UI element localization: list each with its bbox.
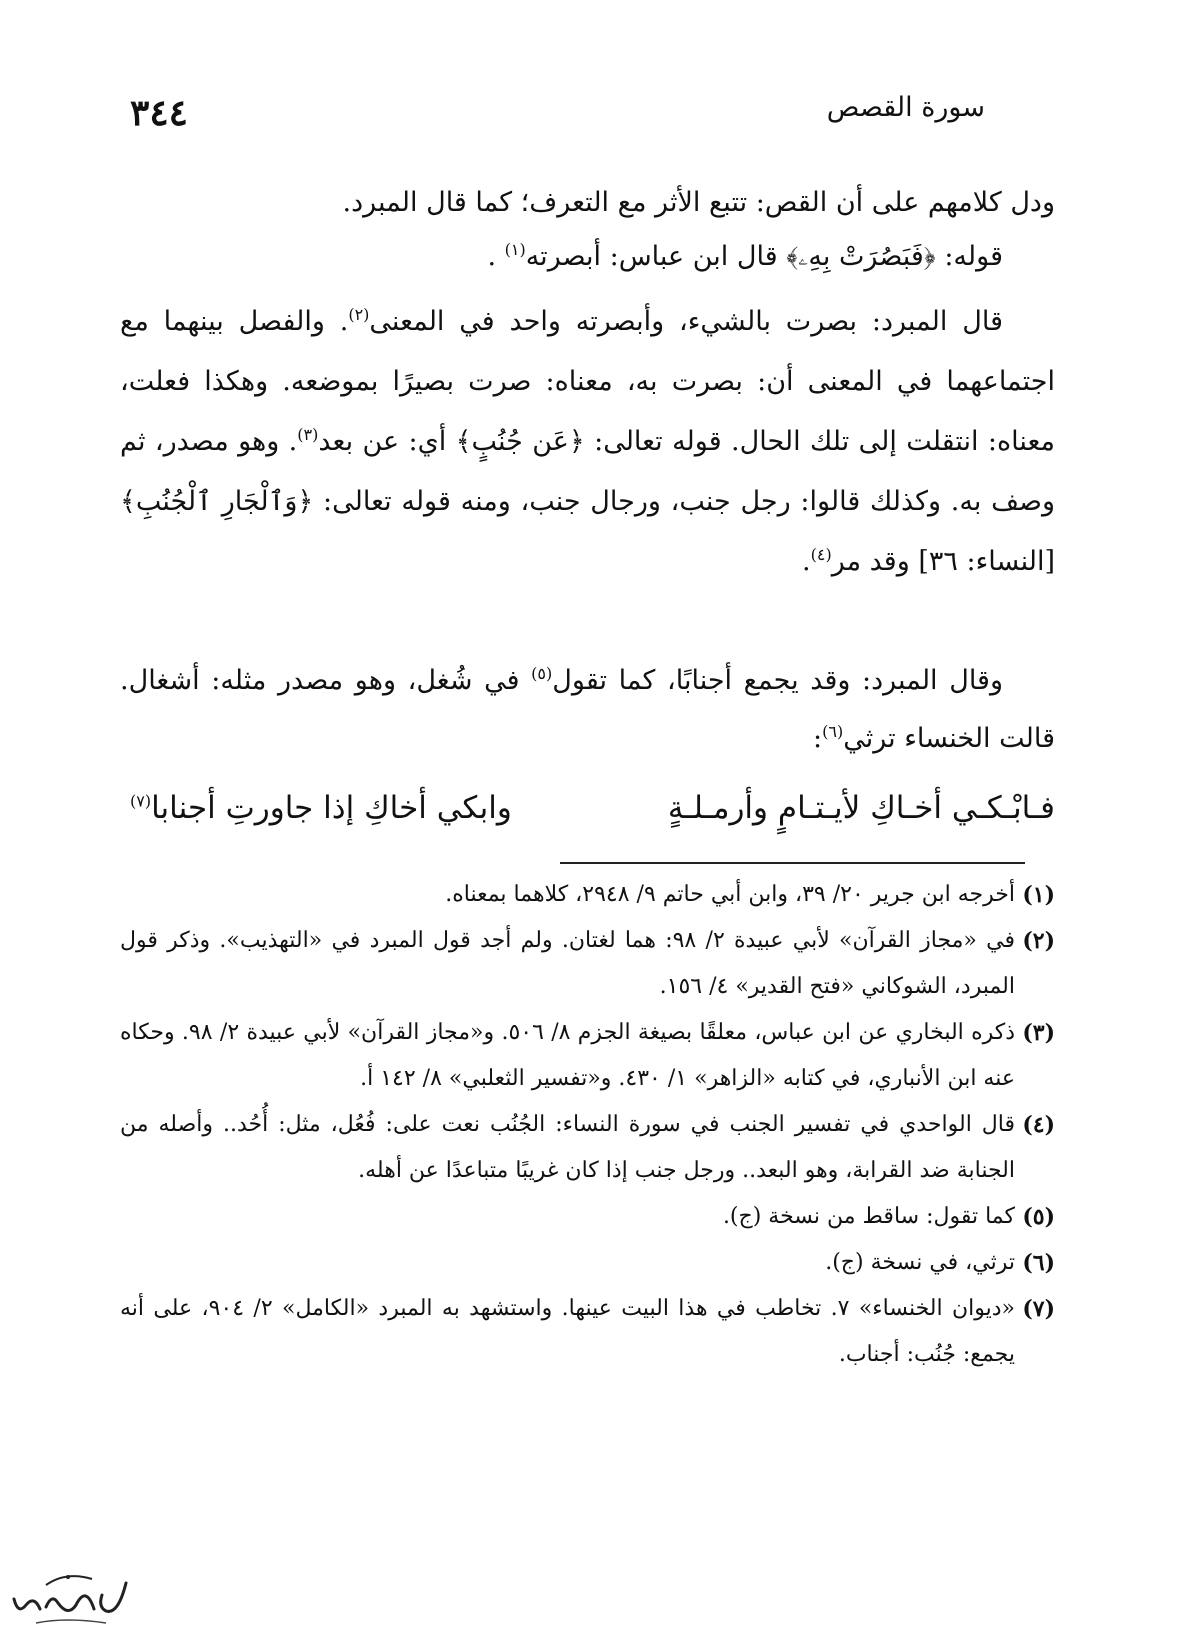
poetry-verse [130, 790, 1055, 850]
footnote [120, 918, 1055, 1010]
main-text [120, 178, 1055, 768]
footnote-number: (٦) [1022, 1250, 1055, 1276]
footnote-number: (٣) [1022, 1020, 1055, 1046]
verse-first-hemistich: فـابْـكـي أخـاكِ لأيـتـامٍ وأرمـلـةٍ [667, 790, 1055, 826]
paragraph-text: وقال المبرد: وقد يجمع أجنابًا، كما تقول [552, 665, 1003, 696]
footnote [120, 1286, 1055, 1378]
footnote-ref: (٣) [297, 425, 319, 444]
footnote-text: كما تقول: ساقط من نسخة (ج). [722, 1204, 1015, 1229]
footnote-separator [560, 862, 1025, 864]
footnote-ref: (١) [504, 240, 526, 259]
footnote [120, 1240, 1055, 1286]
paragraph-text: في شُغل، وهو مصدر مثله: أشغال. قالت الخنساء ترثي [120, 665, 1055, 754]
paragraph-text: : [813, 723, 823, 754]
verse-text: وابكي أخاكِ إذا جاورتِ أجنابا [151, 790, 512, 826]
footnote-text: ترثي، في نسخة (ج). [825, 1250, 1015, 1275]
page-number: ٣٤٤ [130, 92, 189, 134]
footnote-ref: (٥) [531, 664, 553, 683]
running-header [130, 92, 1055, 142]
footnote [120, 872, 1055, 918]
verse-second-hemistich [130, 790, 512, 826]
footnote-text: «ديوان الخنساء» ٧. تخاطب في هذا البيت عينها. واستشهد به المبرد «الكامل» ٢/ ٩٠٤، على أنه يجمع: جُنُب: أجناب. [120, 1296, 1015, 1367]
footnotes [120, 872, 1055, 1378]
footnote-text: قال الواحدي في تفسير الجنب في سورة النساء: الجُنُب نعت على: فُعُل، مثل: أُحُد.. وأصله من الجنابة ضد القرابة، وهو البعد.. ورجل جنب إذا كان غريبًا متباعدًا عن أهله. [120, 1112, 1015, 1183]
footnote-ref: (٧) [130, 791, 152, 811]
paragraph-text: . [487, 241, 505, 272]
footnote-number: (١) [1022, 882, 1055, 908]
footnote-text: أخرجه ابن جرير ٢٠/ ٣٩، وابن أبي حاتم ٩/ ٢٩٤٨، كلاهما بمعناه. [445, 882, 1015, 907]
surah-title: سورة القصص [826, 92, 985, 123]
footnote-ref: (٢) [348, 305, 370, 324]
footnote-number: (٢) [1022, 928, 1055, 954]
watermark-logo [6, 1565, 136, 1635]
footnote-ref: (٦) [822, 722, 844, 741]
paragraph [120, 292, 1055, 652]
footnote-number: (٤) [1022, 1112, 1055, 1138]
paragraph [120, 178, 1055, 228]
footnote [120, 1102, 1055, 1194]
paragraph-text: قال المبرد: بصرت بالشيء، وأبصرته واحد في المعنى [369, 306, 1003, 337]
paragraph [120, 228, 1055, 286]
paragraph-text: ودل كلامهم على أن القص: تتبع الأثر مع التعرف؛ كما قال المبرد. [342, 187, 1055, 218]
paragraph-text: . وهو مصدر، ثم وصف به. وكذلك قالوا: رجل جنب، ورجال جنب، ومنه قوله تعالى: ﴿وَٱلْجَارِ ٱلْجُنُبِ﴾ [النساء: ٣٦] وقد مر [120, 426, 1055, 577]
footnote-ref: (٤) [810, 545, 832, 564]
paragraph-text: . [802, 546, 811, 577]
paragraph-text: قوله: ﴿فَبَصُرَتْ بِهِۦ﴾ قال ابن عباس: أبصرته [525, 241, 1003, 272]
paragraph [120, 652, 1055, 768]
footnote [120, 1010, 1055, 1102]
footnote-number: (٧) [1022, 1296, 1055, 1322]
footnote-text: في «مجاز القرآن» لأبي عبيدة ٢/ ٩٨: هما لغتان. ولم أجد قول المبرد في «التهذيب». وذكر قول المبرد، الشوكاني «فتح القدير» ٤/ ١٥٦. [120, 928, 1016, 999]
footnote [120, 1194, 1055, 1240]
footnote-text: ذكره البخاري عن ابن عباس، معلقًا بصيغة الجزم ٨/ ٥٠٦. و«مجاز القرآن» لأبي عبيدة ٢/ ٩٨. وحكاه عنه ابن الأنباري، في كتابه «الزاهر» ١/ ٤٣٠. و«تفسير الثعلبي» ٨/ ١٤٢ أ. [120, 1020, 1016, 1091]
footnote-number: (٥) [1022, 1204, 1055, 1230]
paragraph-text: . والفصل بينهما مع اجتماعهما في المعنى أن: بصرت به، معناه: صرت بصيرًا بموضعه. وهكذا فعلت، معناه: انتقلت إلى تلك الحال. قوله تعالى: ﴿عَن جُنُبٍ﴾ أي: عن بعد [120, 306, 1055, 457]
